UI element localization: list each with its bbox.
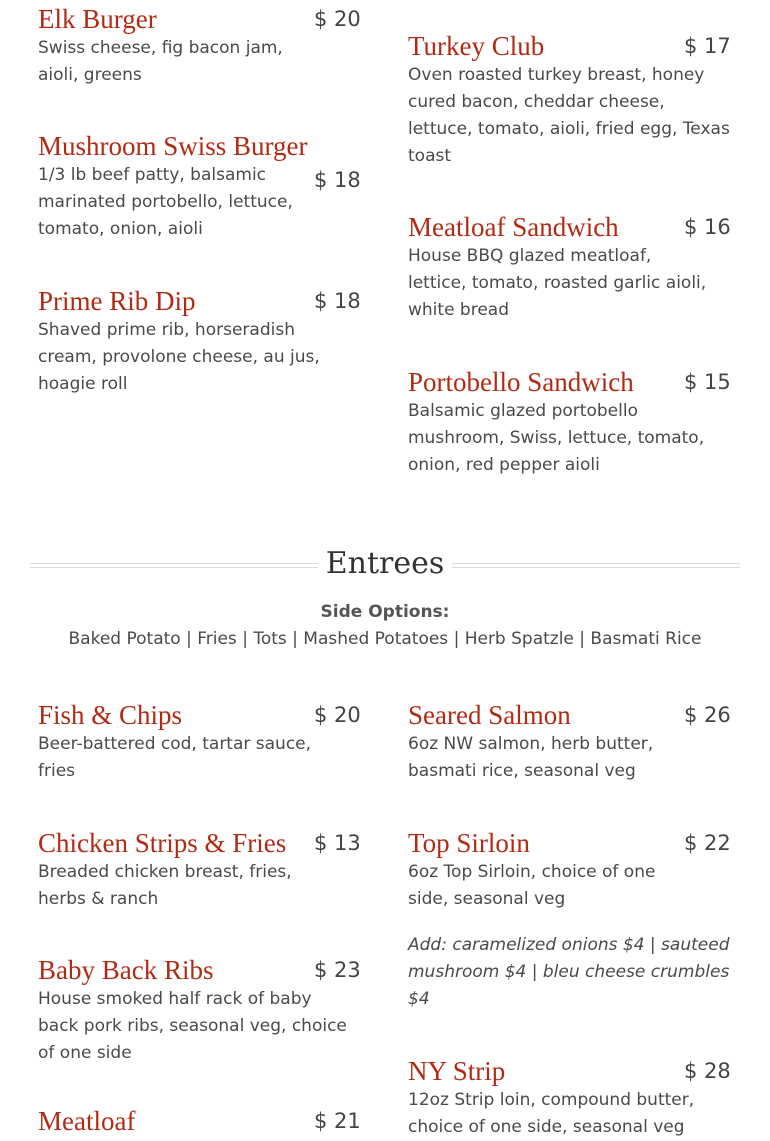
item-description: 12oz Strip loin, compound butter, choice of one side, seasonal veg xyxy=(408,1090,695,1137)
item-price: $ 20 xyxy=(314,7,361,31)
item-description: House BBQ glazed meatloaf, lettice, tomato, roasted garlic aioli, white bread xyxy=(408,246,707,320)
item-name: Top Sirloin xyxy=(408,828,530,858)
item-price: $ 13 xyxy=(314,831,361,855)
item-name: Meatloaf xyxy=(38,1106,136,1136)
item-description: Balsamic glazed portobello mushroom, Swiss, lettuce, tomato, onion, red pepper aioli xyxy=(408,401,705,475)
item-name: Baby Back Ribs xyxy=(38,955,214,985)
item-description: Shaved prime rib, horseradish cream, provolone cheese, au jus, hoagie roll xyxy=(38,320,320,394)
item-price: $ 23 xyxy=(314,958,361,982)
side-options-list: Baked Potato | Fries | Tots | Mashed Potatoes | Herb Spatzle | Basmati Rice xyxy=(68,629,702,649)
item-price: $ 20 xyxy=(314,703,361,727)
item-name: Fish & Chips xyxy=(38,700,183,730)
divider-rule-right xyxy=(452,563,740,568)
item-name: Prime Rib Dip xyxy=(38,286,196,316)
item-price: $ 17 xyxy=(684,34,731,58)
item-name: Elk Burger xyxy=(38,4,157,34)
item-name: Chicken Strips & Fries xyxy=(38,828,287,858)
item-price: $ 21 xyxy=(314,1109,361,1133)
section-divider-entrees xyxy=(30,546,740,581)
section-title: Entrees xyxy=(325,546,445,581)
item-name: Seared Salmon xyxy=(408,700,571,730)
item-description: Swiss cheese, fig bacon jam, aioli, greens xyxy=(38,38,283,85)
item-name: Meatloaf Sandwich xyxy=(408,212,619,242)
item-price: $ 15 xyxy=(684,370,731,394)
item-name: Mushroom Swiss Burger xyxy=(38,131,308,161)
item-description: Oven roasted turkey breast, honey cured bacon, cheddar cheese, lettuce, tomato, aioli, fried egg, Texas toast xyxy=(408,65,730,166)
item-description: 6oz NW salmon, herb butter, basmati rice, seasonal veg xyxy=(408,734,654,781)
item-price: $ 18 xyxy=(314,289,361,313)
side-options-label: Side Options: xyxy=(320,602,450,622)
item-name: Turkey Club xyxy=(408,31,545,61)
item-price: $ 28 xyxy=(684,1059,731,1083)
item-price: $ 16 xyxy=(684,215,731,239)
add-ons-note: Add: caramelized onions $4 | sauteed mushroom $4 | bleu cheese crumbles $4 xyxy=(408,935,730,1009)
item-description: 1/3 lb beef patty, balsamic marinated portobello, lettuce, tomato, onion, aioli xyxy=(38,165,293,239)
item-description: 6oz Top Sirloin, choice of one side, seasonal veg xyxy=(408,862,656,909)
item-price: $ 26 xyxy=(684,703,731,727)
item-price: $ 18 xyxy=(314,168,361,192)
item-description: Beer-battered cod, tartar sauce, fries xyxy=(38,734,312,781)
item-price: $ 22 xyxy=(684,831,731,855)
item-description: Breaded chicken breast, fries, herbs & ranch xyxy=(38,862,292,909)
item-name: Portobello Sandwich xyxy=(408,367,634,397)
item-name: NY Strip xyxy=(408,1056,506,1086)
item-description: House smoked half rack of baby back pork ribs, seasonal veg, choice of one side xyxy=(38,989,347,1063)
